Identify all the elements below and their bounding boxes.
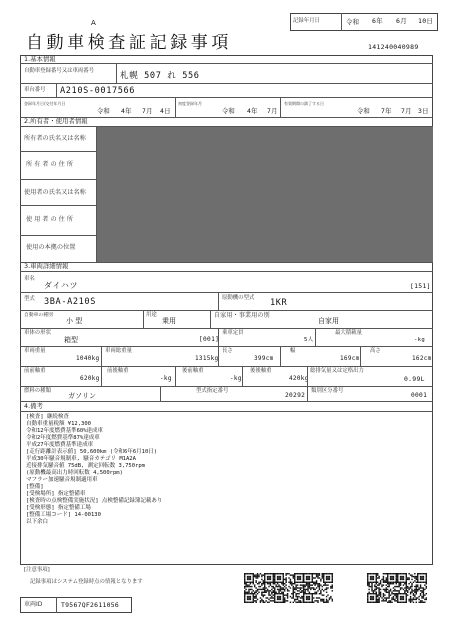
weight: 1040kg bbox=[76, 355, 100, 362]
category-no-label: 類別区分番号 bbox=[311, 388, 344, 394]
remark-line: [受検形態] 指定整備工場 bbox=[26, 505, 91, 511]
section-3-heading: 3.車両詳細情報 bbox=[24, 262, 69, 270]
record-date-day: 10日 bbox=[418, 17, 434, 25]
section-4-heading: 4.備考 bbox=[24, 402, 43, 410]
expiry-month: 7月 bbox=[401, 107, 412, 115]
first-reg-year: 4年 bbox=[121, 107, 132, 115]
length-label: 長さ bbox=[222, 348, 233, 354]
kind-label: 自動車の種別 bbox=[24, 313, 53, 318]
redacted-personal-info bbox=[97, 127, 433, 262]
qr-code-4 bbox=[367, 573, 397, 603]
remark-line: 自動車重量税額 ¥12,300 bbox=[26, 421, 91, 427]
rf-axle-label: 後前軸重 bbox=[182, 368, 204, 374]
width-label: 幅 bbox=[290, 348, 296, 354]
remark-line: 平成27年度燃費基準達成車 bbox=[26, 442, 94, 448]
user-address-label: 使 用 者 の 住 所 bbox=[26, 216, 73, 223]
qr-code-5 bbox=[397, 573, 427, 603]
fr-axle-label: 前後軸重 bbox=[107, 368, 129, 374]
first-year-label: 初度登録年月 bbox=[178, 101, 202, 106]
qr-code-2 bbox=[274, 573, 304, 603]
width: 169cm bbox=[340, 355, 360, 362]
expiry-era: 令和 bbox=[357, 107, 370, 115]
section-1-heading: 1.基本情報 bbox=[24, 55, 56, 63]
remark-line: [整備工場コード] 14-00130 bbox=[26, 512, 101, 518]
use: 乗用 bbox=[162, 317, 176, 325]
remark-line: 近接排気騒音値 75dB, 測定回転数 3,750rpm bbox=[26, 463, 145, 469]
max-load-label: 最大積載量 bbox=[335, 330, 362, 336]
record-date-label: 記録年月日 bbox=[293, 18, 320, 24]
fuel: ガソリン bbox=[68, 392, 96, 400]
record-date-era: 令和 bbox=[346, 18, 359, 26]
record-date-year: 6年 bbox=[372, 17, 384, 25]
remark-line: [整備] bbox=[26, 484, 44, 490]
displacement-label: 総排気量又は定格出力 bbox=[310, 368, 364, 374]
type-no-label: 型式指定番号 bbox=[196, 388, 229, 394]
gross-weight: 1315kg bbox=[195, 355, 219, 362]
remark-line: 令和12年度燃費基準60%達成車 bbox=[26, 428, 104, 434]
height-label: 高さ bbox=[370, 348, 381, 354]
rf-axle: -kg bbox=[230, 375, 242, 382]
chassis-label: 車台番号 bbox=[24, 87, 46, 93]
remark-line: 令和2年度燃費基準87%達成車 bbox=[26, 435, 100, 441]
base-location-label: 使用の本拠の位置 bbox=[26, 244, 76, 251]
ff-axle: 620kg bbox=[80, 375, 100, 382]
body: 箱型 bbox=[64, 336, 78, 344]
category-no: 0001 bbox=[411, 392, 428, 399]
maker-label: 車名 bbox=[24, 276, 35, 282]
engine-label: 原動機の型式 bbox=[222, 295, 255, 301]
maker: ダイハツ bbox=[44, 281, 79, 290]
max-load: -kg bbox=[414, 337, 426, 343]
capacity-label: 乗車定員 bbox=[222, 330, 244, 336]
qr-code-1 bbox=[244, 573, 274, 603]
car-id-label: 車両ID bbox=[24, 601, 43, 608]
first-reg-month: 7月 bbox=[142, 107, 153, 115]
remark-line: マフラー加速騒音規制適用車 bbox=[26, 477, 98, 483]
rr-axle: 420kg bbox=[289, 375, 309, 382]
gross-weight-label: 車両総重量 bbox=[105, 348, 132, 354]
first-year-year: 4年 bbox=[247, 107, 258, 115]
user-name-label: 使用者の氏名又は名称 bbox=[24, 189, 86, 196]
car-id: T9567QF2611056 bbox=[61, 601, 120, 609]
corner-mark: A bbox=[91, 19, 96, 27]
private-label: 自家用・事業用の別 bbox=[214, 312, 270, 319]
displacement: 0.99L bbox=[404, 375, 425, 383]
body-code: [001] bbox=[199, 336, 220, 343]
ff-axle-label: 前前軸重 bbox=[24, 368, 46, 374]
document-number: 141240040989 bbox=[368, 43, 419, 51]
record-date-month: 6月 bbox=[396, 17, 408, 25]
model-label: 型式 bbox=[24, 296, 35, 302]
remark-line: [受検場所] 指定整備車 bbox=[26, 491, 86, 497]
reg-number: 札幌 507 れ 556 bbox=[120, 71, 200, 81]
remark-line: [検査時の点検整備実施状況] 点検整備記録簿記載あり bbox=[26, 498, 163, 504]
body-label: 車体の形状 bbox=[24, 330, 51, 336]
notice-text: 記録事項はシステム登録時点の情報となります bbox=[30, 579, 143, 585]
reg-number-label: 自動車登録番号又は車両番号 bbox=[24, 68, 95, 74]
engine: 1KR bbox=[270, 298, 288, 308]
height: 162cm bbox=[412, 355, 432, 362]
notice-label: [注意事項] bbox=[24, 567, 50, 573]
remark-line: 以下余白 bbox=[26, 519, 49, 525]
owner-address-label: 所 有 者 の 住 所 bbox=[26, 161, 73, 168]
owner-name-label: 所有者の氏名又は名称 bbox=[24, 135, 86, 142]
capacity: 5人 bbox=[304, 337, 314, 343]
remark-line: 平成30年騒音規制車, 騒音カテゴリ M1A2A bbox=[26, 456, 136, 462]
expiry-label: 有効期間の満了する日 bbox=[284, 101, 324, 106]
expiry-day: 3日 bbox=[418, 107, 429, 115]
section-2-heading: 2.所有者・使用者情報 bbox=[24, 117, 88, 125]
kind: 小 型 bbox=[66, 317, 83, 325]
model: 3BA-A210S bbox=[44, 297, 96, 307]
weight-label: 車両重量 bbox=[24, 348, 46, 354]
first-year-month: 7月 bbox=[267, 107, 278, 115]
remark-line: [検査] 継続検査 bbox=[26, 414, 69, 420]
fuel-label: 燃料の種類 bbox=[24, 388, 51, 394]
remark-line: [走行距離計表示値] 50,600km (令和6年6月10日) bbox=[26, 449, 158, 455]
qr-code-3 bbox=[303, 573, 333, 603]
fr-axle: -kg bbox=[160, 375, 172, 382]
expiry-year: 7年 bbox=[381, 107, 392, 115]
first-year-era: 令和 bbox=[222, 107, 235, 115]
type-no: 20292 bbox=[285, 392, 306, 399]
rr-axle-label: 後後軸重 bbox=[250, 368, 272, 374]
first-reg-label: 登録年月日/交付年月日 bbox=[24, 101, 66, 106]
first-reg-day: 4日 bbox=[160, 107, 171, 115]
remarks-list bbox=[26, 414, 406, 526]
maker-code: [151] bbox=[410, 282, 431, 290]
length: 399cm bbox=[254, 355, 274, 362]
first-reg-era: 令和 bbox=[97, 107, 110, 115]
remark-line: (原動機最高出力時回転数 4,500rpm) bbox=[26, 470, 123, 476]
use-label: 用途 bbox=[146, 312, 157, 318]
private: 自家用 bbox=[318, 317, 339, 325]
chassis-number: A210S-0017566 bbox=[60, 86, 136, 96]
page-title: 自動車検査証記録事項 bbox=[26, 33, 232, 53]
